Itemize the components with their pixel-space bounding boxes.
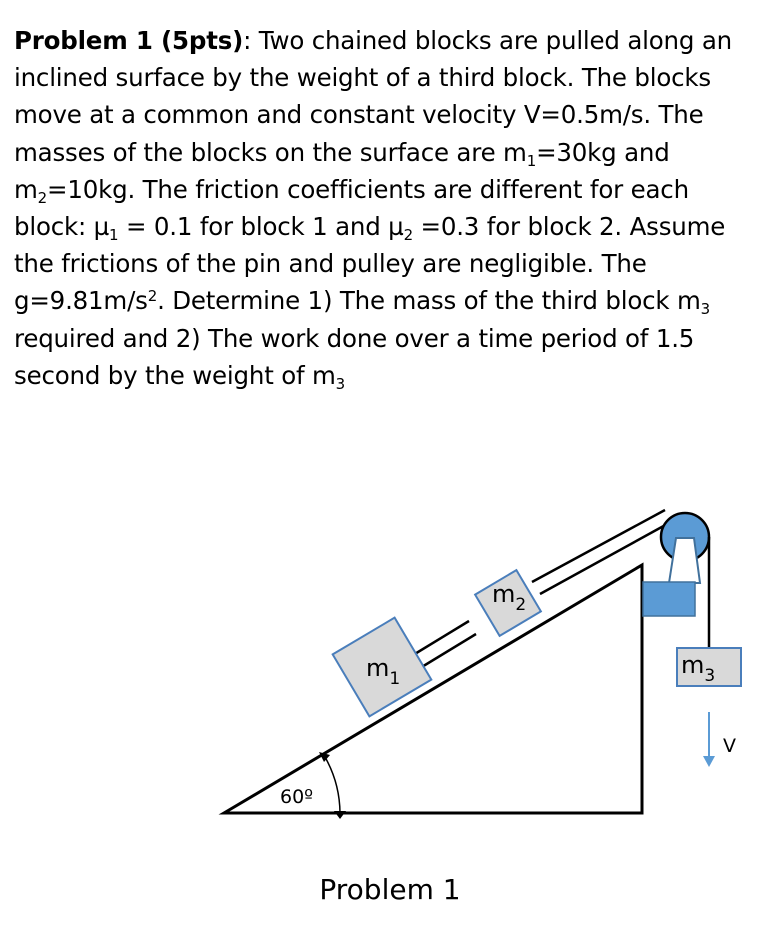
m3-subscript-end: 3 xyxy=(335,374,346,393)
block-m3-label: $m_3$ xyxy=(681,651,716,686)
figure-caption-text: Problem 1 xyxy=(319,873,461,906)
m3-subscript: 3 xyxy=(700,300,710,319)
m1-symbol: m xyxy=(503,137,527,167)
figure-caption xyxy=(0,873,780,906)
mu1-value: = 0.1 for block 1 and xyxy=(118,212,389,242)
m3-symbol: m xyxy=(676,286,701,316)
block-m2-label: $m_2$ xyxy=(492,580,527,615)
problem-task: . Determine 1) The mass of the third block xyxy=(157,286,677,316)
mu1-symbol: µ xyxy=(93,212,110,242)
mu2-symbol: µ xyxy=(388,212,404,242)
incline-triangle xyxy=(224,565,642,813)
problem-heading: Problem 1 (5pts) xyxy=(14,26,244,55)
m1-value: =30kg and xyxy=(536,137,670,167)
m2-subscript: 2 xyxy=(37,188,48,207)
g-exponent: 2 xyxy=(147,287,158,306)
problem-task-2: required and 2) The work done over a time period of 1.5 second by the weight of xyxy=(14,323,695,390)
mu2-value: =0.3 for block 2. Assume the frictions of the pin and pulley are negligible. The g=9.81m/s xyxy=(14,212,726,316)
m2-symbol: m xyxy=(14,174,38,204)
pulley xyxy=(643,513,709,616)
mu2-subscript: 2 xyxy=(403,226,413,245)
m2-value: =10kg. The friction coefficients are different for each block: xyxy=(14,174,689,242)
m3-symbol-end: m xyxy=(312,360,336,390)
block-m1-label: $m_1$ xyxy=(366,654,401,689)
velocity-arrow xyxy=(703,712,715,767)
angle-label: 60º xyxy=(280,786,314,808)
problem-intro: : Two chained blocks are pulled along an inclined surface by the weight of a third block. The blocks move at a common and constant velocity V=0.5m/s. The masses of the blocks on the surface are xyxy=(14,26,732,167)
velocity-label: V xyxy=(723,735,736,757)
m1-subscript: 1 xyxy=(526,151,537,170)
pulley-base xyxy=(643,582,695,616)
mu1-subscript: 1 xyxy=(109,226,119,245)
